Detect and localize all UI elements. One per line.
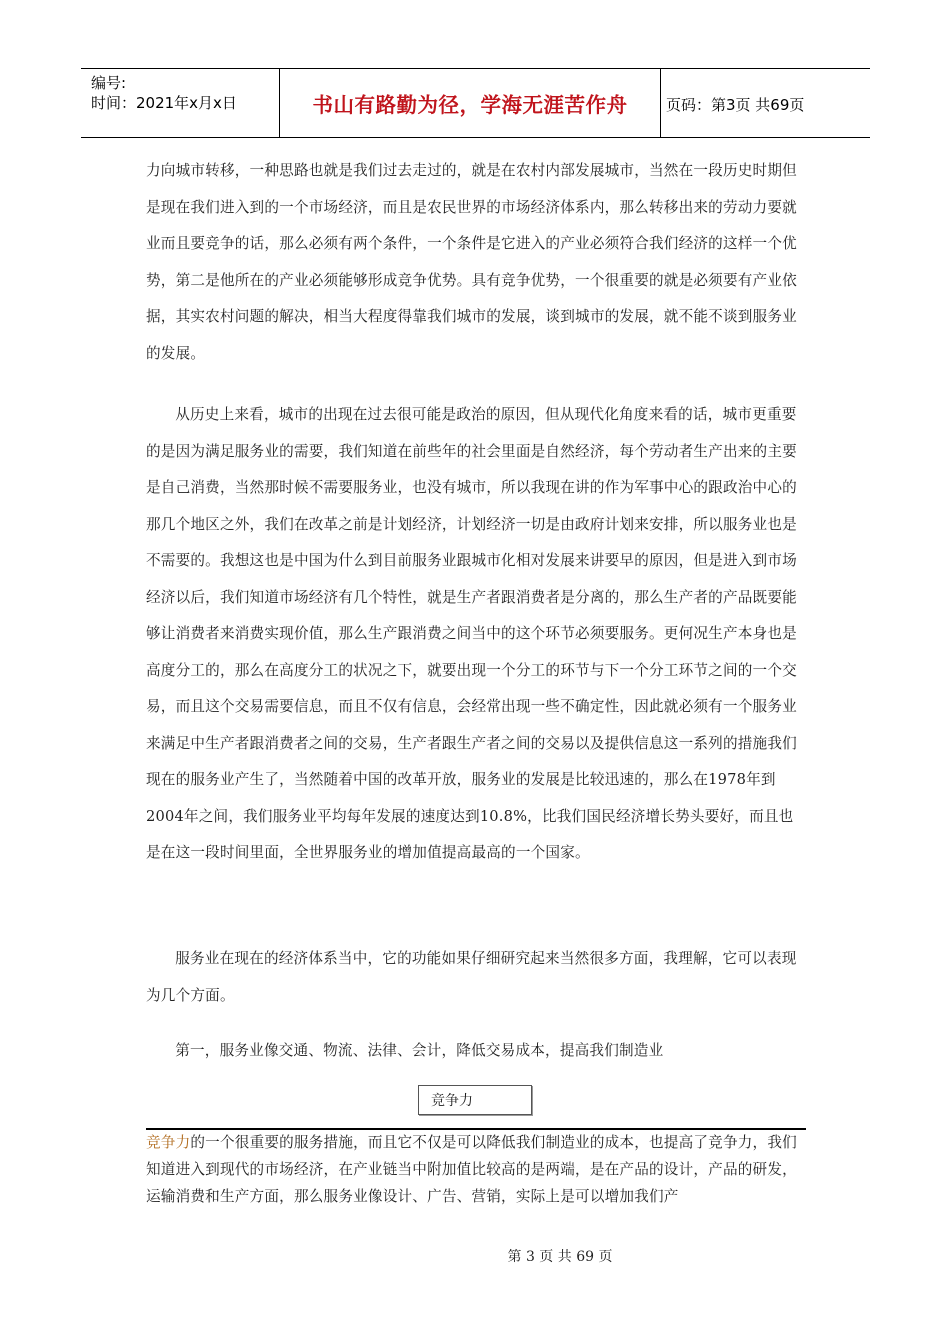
page-footer [0, 1246, 950, 1266]
paragraph-1 [146, 153, 806, 372]
paragraph-text [146, 1129, 806, 1210]
header-info-cell [81, 69, 280, 137]
paragraph-rest: 的一个很重要的服务措施，而且它不仅是可以降低我们制造业的成本，也提高了竞争力，我们知道进入到现代的市场经济，在产业链当中附加值比较高的是两端，是在产品的设计，产品的研发，运输消费和生产方面，那么服务业像设计、广告、营销，实际上是可以增加我们产 [146, 1134, 797, 1205]
document-header [81, 68, 870, 138]
paragraph-text: 服务业在现在的经济体系当中，它的功能如果仔细研究起来当然很多方面，我理解，它可以表现为几个方面。 [146, 950, 797, 1004]
header-page-cell [664, 69, 870, 137]
paragraph-5 [146, 1129, 806, 1210]
motto-text: 书山有路勤为径，学海无涯苦作舟 [312, 93, 628, 117]
boxed-term [418, 1085, 532, 1115]
paragraph-3 [146, 941, 806, 1014]
code-label: 编号: [91, 74, 127, 92]
paragraph-text: 力向城市转移，一种思路也就是我们过去走过的，就是在农村内部发展城市，当然在一段历史时期但是现在我们进入到的一个市场经济，而且是农民世界的市场经济体系内，那么转移出来的劳动力要就业而且要竞争的话，那么必须有两个条件，一个条件是它进入的产业必须符合我们经济的这样一个优势，第二是他所在的产业必须能够形成竞争优势。具有竞争优势，一个很重要的就是必须要有产业依据，其实农村问题的解决，相当大程度得靠我们城市的发展，谈到城市的发展，就不能不谈到服务业的发展。 [146, 162, 797, 362]
highlighted-term: 竞争力 [146, 1134, 191, 1151]
boxed-term-text: 竞争力 [431, 1093, 473, 1109]
paragraph-text: 从历史上来看，城市的出现在过去很可能是政治的原因，但从现代化角度来看的话，城市更重要的是因为满足服务业的需要，我们知道在前些年的社会里面是自然经济，每个劳动者生产出来的主要是自己消费，当然那时候不需要服务业，也没有城市，所以我现在讲的作为军事中心的跟政治中心的那几个地区之外，我们在改革之前是计划经济，计划经济一切是由政府计划来安排，所以服务业也是不需要的。我想这也是中国为什么到目前服务业跟城市化相对发展来讲要早的原因，但是进入到市场经济以后，我们知道市场经济有几个特性，就是生产者跟消费者是分离的，那么生产者的产品既要能够让消费者来消费实现价值，那么生产跟消费之间当中的这个环节必须要服务。更何况生产本身也是高度分工的，那么在高度分工的状况之下，就要出现一个分工的环节与下一个分工环节之间的一个交易，而且这个交易需要信息，而且不仅有信息，会经常出现一些不确定性，因此就必须有一个服务业来满足中生产者跟消费者之间的交易，生产者跟生产者之间的交易以及提供信息这一系列的措施我们现在的服务业产生了，当然随着中国的改革开放，服务业的发展是比较迅速的，那么在1978年到2004年之间，我们服务业平均每年发展的速度达到10.8%，比我们国民经济增长势头要好，而且也是在这一段时间里面，全世界服务业的增加值提高最高的一个国家。 [146, 406, 797, 861]
paragraph-2 [146, 397, 806, 872]
time-label: 时间：2021年x月x日 [91, 94, 237, 112]
page-label: 页码：第3页 共69页 [666, 96, 805, 114]
header-motto-cell [280, 69, 661, 137]
footer-page-number: 第 3 页 共 69 页 [507, 1249, 613, 1265]
paragraph-4 [146, 1033, 806, 1070]
paragraph-text: 第一，服务业像交通、物流、法律、会计，降低交易成本，提高我们制造业 [175, 1042, 664, 1059]
